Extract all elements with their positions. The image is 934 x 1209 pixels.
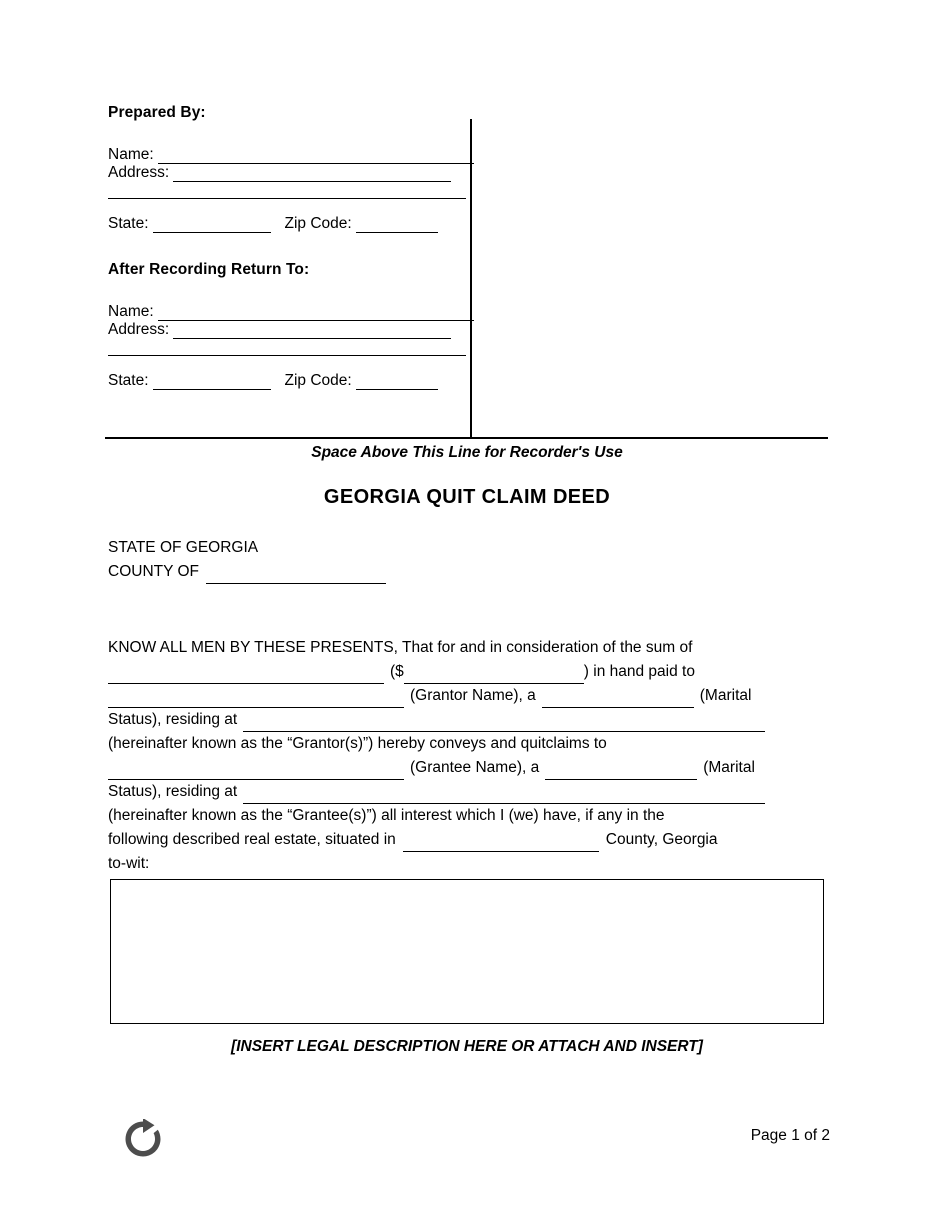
property-county-field[interactable] — [403, 851, 599, 852]
consideration-text: KNOW ALL MEN BY THESE PRESENTS, That for and in consideration of the sum of — [108, 639, 693, 656]
return-to-name-field[interactable] — [158, 320, 474, 321]
prepared-by-state-field[interactable] — [153, 232, 271, 233]
grantee-interest-line — [108, 804, 822, 828]
grantor-marital-label: (Marital — [699, 687, 752, 704]
prepared-by-address-field-2[interactable] — [108, 198, 466, 199]
county-line — [108, 560, 822, 584]
consideration-line-2 — [108, 660, 822, 684]
consideration-words-field[interactable] — [108, 683, 384, 684]
prepared-by-address-row — [108, 164, 828, 182]
grantor-marital-field[interactable] — [542, 707, 694, 708]
property-county-line — [108, 828, 822, 852]
prepared-by-name-row — [108, 146, 828, 164]
return-to-address-row — [108, 321, 828, 339]
grantor-line — [108, 684, 822, 708]
return-to-state-field[interactable] — [153, 389, 271, 390]
prepared-by-name-field[interactable] — [158, 163, 474, 164]
to-wit-text: to-wit: — [108, 855, 150, 872]
dollar-open-text: ($ — [390, 663, 404, 680]
grantee-line — [108, 756, 822, 780]
return-to-state-zip-row — [108, 372, 828, 390]
dollar-close-text: ) in hand paid to — [583, 663, 695, 680]
return-to-state-label: State: — [108, 372, 149, 389]
to-wit-line — [108, 852, 822, 876]
prepared-by-address-field[interactable] — [173, 181, 451, 182]
page-number: Page 1 of 2 — [750, 1127, 830, 1144]
prepared-by-zip-field[interactable] — [356, 232, 438, 233]
recorder-vertical-divider — [470, 119, 472, 437]
grantor-conveys-text: (hereinafter known as the “Grantor(s)”) hereby conveys and quitclaims to — [108, 735, 607, 752]
space-above-note: Space Above This Line for Recorder's Use — [311, 444, 623, 461]
grantor-name-label: (Grantor Name), a — [410, 687, 536, 704]
grantor-conveys-line — [108, 732, 822, 756]
grantor-residence-line — [108, 708, 822, 732]
grantee-marital-field[interactable] — [545, 779, 697, 780]
document-body — [108, 536, 822, 876]
return-to-name-row — [108, 303, 828, 321]
grantee-marital-label: (Marital — [703, 759, 755, 776]
return-to-name-label: Name: — [108, 303, 154, 320]
grantee-status-label: Status), residing at — [108, 783, 238, 800]
state-line — [108, 536, 822, 560]
grantee-name-label: (Grantee Name), a — [410, 759, 540, 776]
return-to-address-field-2[interactable] — [108, 355, 466, 356]
county-label: COUNTY OF — [108, 563, 199, 580]
recorder-block — [108, 104, 828, 390]
legal-description-caption: [INSERT LEGAL DESCRIPTION HERE OR ATTACH AND INSERT] — [231, 1038, 703, 1055]
grantee-interest-text: (hereinafter known as the “Grantee(s)”) all interest which I (we) have, if any in the — [108, 807, 665, 824]
prepared-by-address-label: Address: — [108, 164, 170, 181]
consideration-line-1 — [108, 636, 822, 660]
return-to-address-row-2 — [108, 355, 828, 356]
return-to-zip-field[interactable] — [356, 389, 438, 390]
brand-logo-icon — [123, 1119, 163, 1159]
prepared-by-heading: Prepared By: — [108, 104, 206, 121]
prepared-by-state-label: State: — [108, 215, 149, 232]
county-field[interactable] — [206, 583, 386, 584]
state-of-georgia-text: STATE OF GEORGIA — [108, 539, 259, 556]
prepared-by-state-zip-row — [108, 215, 828, 233]
prepared-by-zip-label: Zip Code: — [284, 215, 352, 232]
page-title: GEORGIA QUIT CLAIM DEED — [323, 486, 611, 508]
prepared-by-name-label: Name: — [108, 146, 154, 163]
grantor-status-label: Status), residing at — [108, 711, 238, 728]
return-to-heading: After Recording Return To: — [108, 261, 310, 278]
property-county-suffix: County, Georgia — [605, 831, 718, 848]
property-situated-text: following described real estate, situated in — [108, 831, 396, 848]
return-to-address-label: Address: — [108, 321, 170, 338]
grantee-residence-line — [108, 780, 822, 804]
prepared-by-address-row-2 — [108, 198, 828, 199]
recorder-horizontal-divider — [105, 437, 828, 439]
return-to-address-field[interactable] — [173, 338, 451, 339]
legal-description-box[interactable] — [110, 879, 824, 1024]
return-to-zip-label: Zip Code: — [284, 372, 352, 389]
